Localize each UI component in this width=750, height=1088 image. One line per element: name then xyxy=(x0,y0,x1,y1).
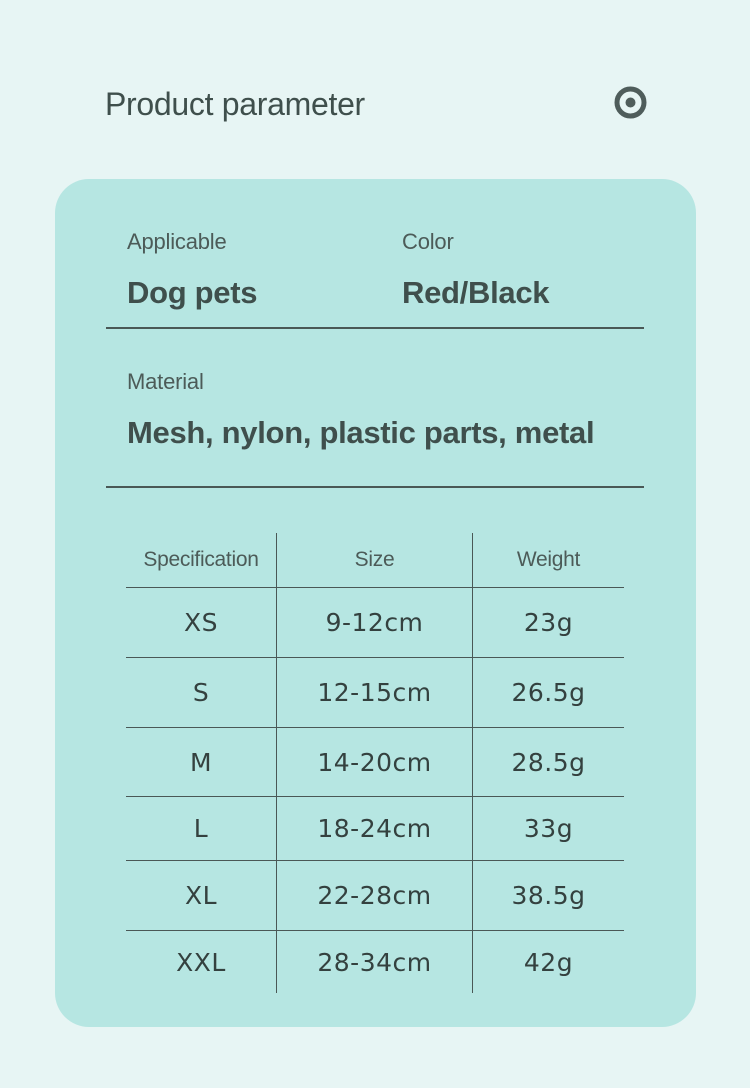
table-header-row xyxy=(126,533,624,588)
table-row xyxy=(126,588,624,658)
spec-cell: L xyxy=(126,797,277,860)
size-cell: 14-20cm xyxy=(277,728,473,796)
divider xyxy=(106,327,644,329)
table-row xyxy=(126,797,624,861)
table-row xyxy=(126,931,624,993)
material-label: Material xyxy=(127,369,204,394)
table-row xyxy=(126,728,624,797)
color-label: Color xyxy=(402,229,454,254)
color-field xyxy=(402,229,549,311)
weight-cell: 26.5g xyxy=(511,678,586,707)
applicable-label: Applicable xyxy=(127,229,227,254)
spec-cell: S xyxy=(126,658,277,727)
size-cell: 28-34cm xyxy=(277,931,473,993)
weight-cell: 38.5g xyxy=(511,881,586,910)
applicable-field xyxy=(127,229,257,311)
size-cell: 12-15cm xyxy=(277,658,473,727)
weight-cell: 23g xyxy=(523,608,574,637)
material-field xyxy=(127,369,594,451)
target-icon xyxy=(614,86,647,119)
spec-cell: XL xyxy=(126,861,277,930)
page-title: Product parameter xyxy=(105,86,365,122)
weight-cell: 28.5g xyxy=(511,747,586,777)
color-value: Red/Black xyxy=(402,275,550,310)
material-value: Mesh, nylon, plastic parts, metal xyxy=(127,415,595,450)
parameter-card xyxy=(55,179,696,1027)
column-header-specification: Specification xyxy=(126,533,277,587)
table-row xyxy=(126,658,624,728)
size-cell: 18-24cm xyxy=(277,797,473,860)
applicable-value: Dog pets xyxy=(127,275,258,310)
table-row xyxy=(126,861,624,931)
spec-cell: M xyxy=(126,728,277,796)
spec-cell: XXL xyxy=(126,931,277,993)
spec-table xyxy=(126,533,624,993)
divider xyxy=(106,486,644,488)
weight-cell: 33g xyxy=(523,814,574,843)
column-header-weight: Weight xyxy=(516,548,581,571)
size-cell: 9-12cm xyxy=(277,588,473,657)
size-cell: 22-28cm xyxy=(277,861,473,930)
spec-cell: XS xyxy=(126,588,277,657)
weight-cell: 42g xyxy=(523,947,574,977)
column-header-size: Size xyxy=(277,533,473,587)
